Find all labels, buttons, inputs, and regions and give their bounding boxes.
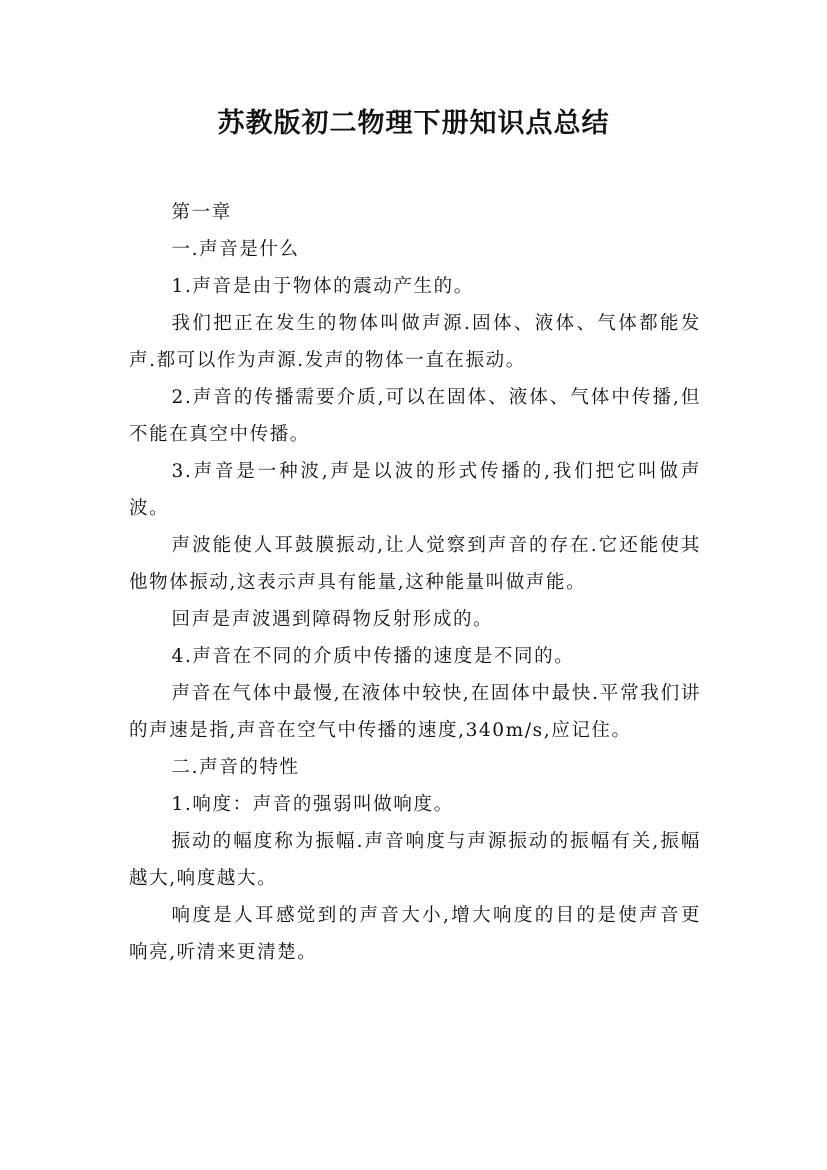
section-heading: 二.声音的特性 [171,757,300,778]
document-title: 苏教版初二物理下册知识点总结 [217,108,610,139]
paragraph: 回声是声波遇到障碍物反射形成的。 [171,609,494,630]
document-body [129,194,701,971]
paragraph: 1.声音是由于物体的震动产生的。 [171,276,474,297]
chapter-heading: 第一章 [171,202,232,223]
paragraph: 声波能使人耳鼓膜振动,让人觉察到声音的存在.它还能使其他物体振动,这表示声具有能量,这种能量叫做声能。 [129,535,701,593]
paragraph: 1.响度：声音的强弱叫做响度。 [171,794,454,815]
paragraph: 振动的幅度称为振幅.声音响度与声源振动的振幅有关,振幅越大,响度越大。 [129,831,701,889]
paragraph: 声音在气体中最慢,在液体中较快,在固体中最快.平常我们讲的声速是指,声音在空气中传播的速度,340m/s,应记住。 [129,683,701,741]
paragraph: 响度是人耳感觉到的声音大小,增大响度的目的是使声音更响亮,听清来更清楚。 [129,905,701,963]
paragraph: 3.声音是一种波,声是以波的形式传播的,我们把它叫做声波。 [129,461,701,519]
paragraph: 我们把正在发生的物体叫做声源.固体、液体、气体都能发声.都可以作为声源.发声的物体一直在振动。 [129,313,701,371]
section-heading: 一.声音是什么 [171,239,300,260]
paragraph: 4.声音在不同的介质中传播的速度是不同的。 [171,646,575,667]
paragraph: 2.声音的传播需要介质,可以在固体、液体、气体中传播,但不能在真空中传播。 [129,387,701,445]
